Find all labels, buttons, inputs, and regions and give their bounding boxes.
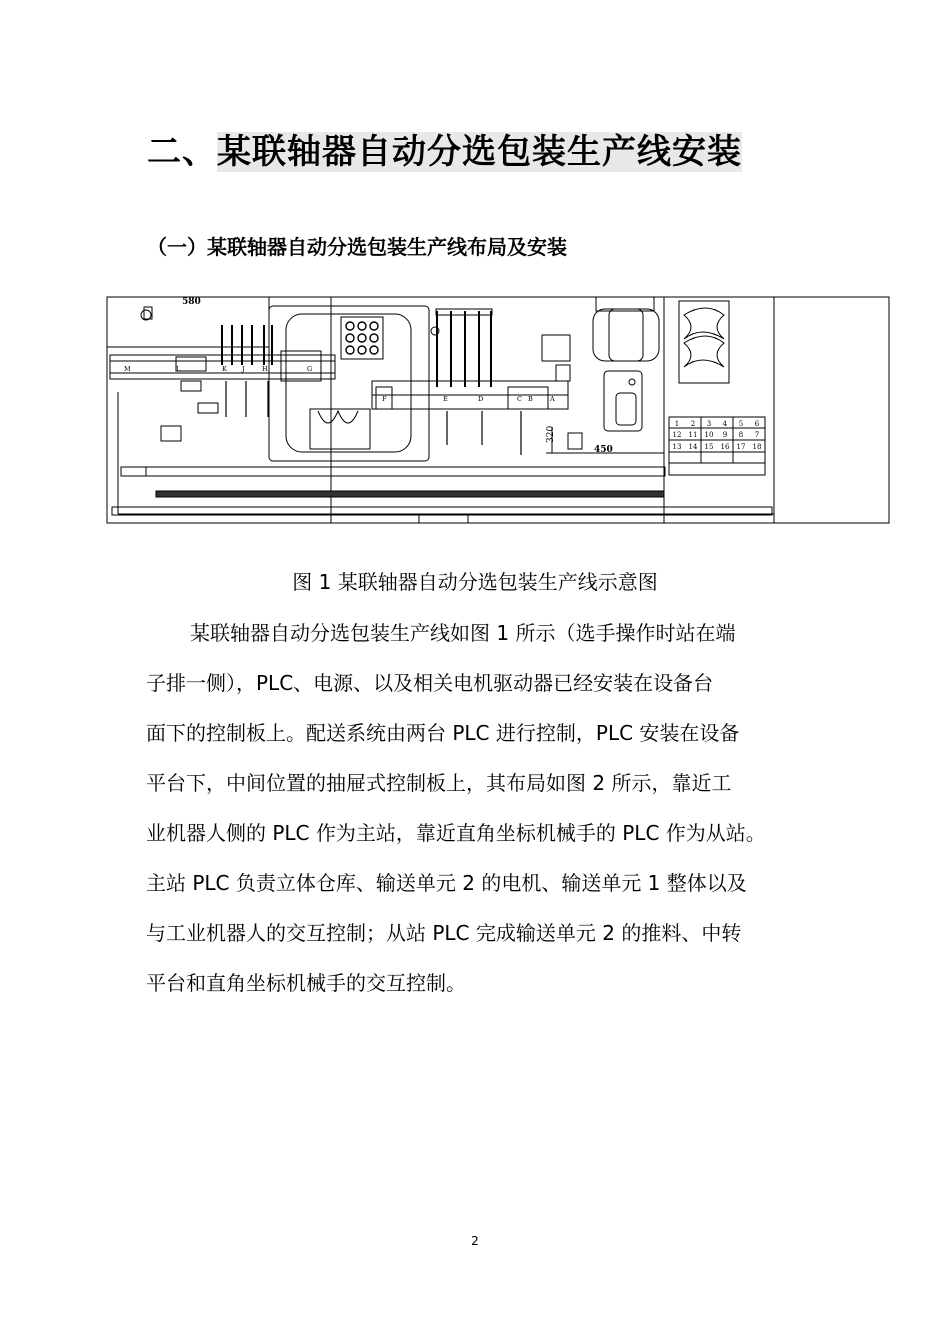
body-paragraph [146, 608, 826, 1008]
paragraph-line: 平台下，中间位置的抽屉式控制板上，其布局如图 2 所示，靠近工 [146, 771, 732, 795]
grid-number: 14 [688, 443, 698, 451]
figure-caption: 图 1 某联轴器自动分选包装生产线示意图 [292, 570, 658, 594]
station-letter: J [242, 365, 245, 373]
station-letter: B [528, 395, 533, 403]
dimension-450: 450 [594, 445, 613, 455]
station-letter: H [262, 365, 268, 373]
storage-grid [669, 417, 765, 475]
section-heading [147, 124, 742, 173]
outer-frame [107, 297, 889, 523]
station-letter: F [382, 395, 387, 403]
dimension-580: 580 [182, 297, 201, 307]
section-number: 二、 [147, 132, 217, 172]
grid-number: 17 [736, 443, 746, 451]
grid-number: 8 [738, 431, 744, 439]
station-letter: A [550, 395, 555, 403]
grid-number: 7 [754, 431, 760, 439]
production-line-diagram [106, 295, 890, 525]
station-letter: G [307, 365, 313, 373]
paragraph-line: 平台和直角坐标机械手的交互控制。 [146, 971, 466, 995]
grid-number: 9 [722, 431, 728, 439]
grid-number: 4 [722, 420, 728, 428]
station-letter: C [517, 395, 522, 403]
page-number: 2 [471, 1234, 479, 1248]
grid-number: 18 [752, 443, 762, 451]
grid-number: 16 [720, 443, 730, 451]
industrial-robot [593, 309, 659, 361]
station-letter: E [443, 395, 448, 403]
paragraph-line: 子排一侧），PLC、电源、以及相关电机驱动器已经安装在设备台 [146, 671, 714, 695]
paragraph-line: 与工业机器人的交互控制；从站 PLC 完成输送单元 2 的推料、中转 [146, 921, 742, 945]
paragraph-line: 主站 PLC 负责立体仓库、输送单元 2 的电机、输送单元 1 整体以及 [146, 871, 747, 895]
grid-number: 13 [672, 443, 682, 451]
grid-number: 6 [754, 420, 760, 428]
grid-number: 10 [704, 431, 714, 439]
section-title: 某联轴器自动分选包装生产线安装 [217, 132, 742, 172]
station-letter: L [176, 365, 181, 373]
station-letter: K [222, 365, 227, 373]
grid-number: 11 [688, 431, 698, 439]
motor [542, 335, 570, 361]
paragraph-line: 面下的控制板上。配送系统由两台 PLC 进行控制，PLC 安装在设备 [146, 721, 740, 745]
paragraph-line: 某联轴器自动分选包装生产线如图 1 所示（选手操作时站在端 [190, 621, 736, 645]
paragraph-line: 业机器人侧的 PLC 作为主站，靠近直角坐标机械手的 PLC 作为从站。 [146, 821, 766, 845]
terminal-rail [156, 491, 664, 497]
grid-number: 3 [706, 420, 712, 428]
dimension-320: 320 [546, 425, 556, 443]
subsection-heading: （一）某联轴器自动分选包装生产线布局及安装 [147, 235, 567, 259]
grid-number: 12 [672, 431, 682, 439]
grid-number: 15 [704, 443, 714, 451]
grid-number: 2 [690, 420, 696, 428]
grid-number: 5 [738, 420, 744, 428]
station-letter: M [124, 365, 131, 373]
station-letter: D [478, 395, 484, 403]
grid-number: 1 [674, 420, 680, 428]
